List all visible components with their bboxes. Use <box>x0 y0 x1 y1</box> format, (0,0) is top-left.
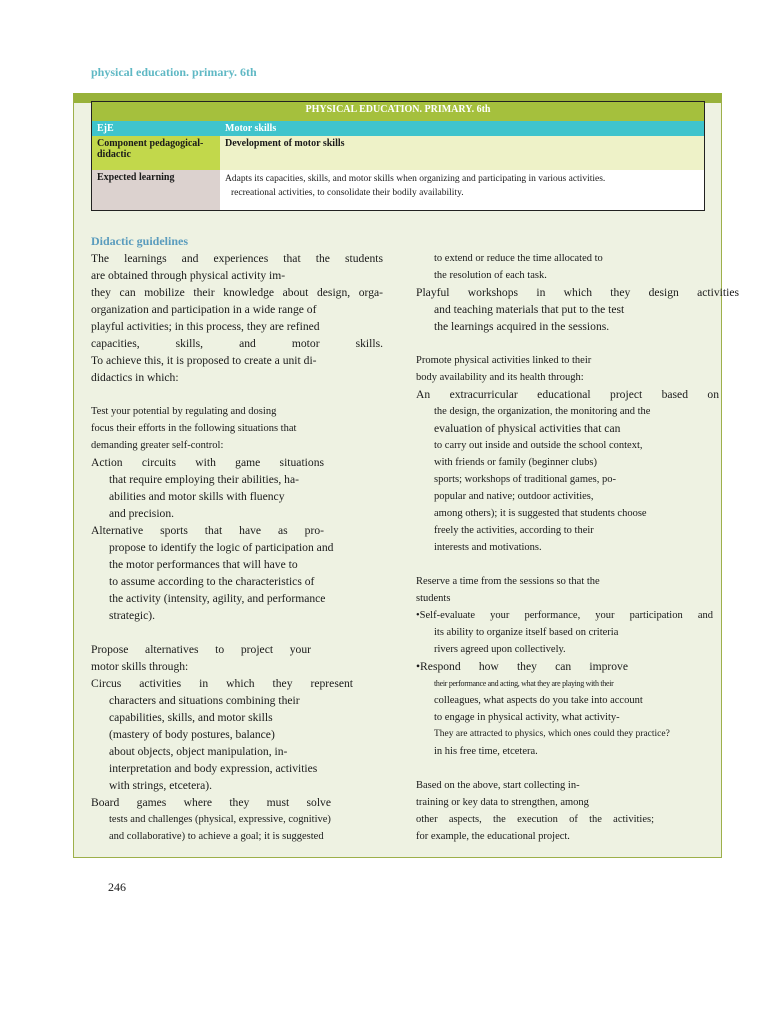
table-row-label: Component pedagogical-didactic <box>92 136 221 170</box>
text-line: interests and motivations. <box>434 542 542 553</box>
text-line: that require employing their abilities, ha- <box>109 473 299 486</box>
text-line: popular and native; outdoor activities, <box>434 491 594 502</box>
text-line: freely the activities, according to their <box>434 525 594 536</box>
text-line: Reserve a time from the sessions so that the <box>416 576 600 587</box>
text-line: sports; workshops of traditional games, po- <box>434 474 616 485</box>
text-line: training or key data to strengthen, among <box>416 797 589 808</box>
left-column <box>91 233 383 845</box>
text-line: body availability and its health through: <box>416 372 584 383</box>
page-number: 246 <box>108 880 126 894</box>
text-line: to extend or reduce the time allocated to <box>434 253 603 264</box>
section-title: Didactic guidelines <box>91 234 189 248</box>
text-line: the motor performances that will have to <box>109 558 298 571</box>
table-row-label: EjE <box>92 121 221 136</box>
text-line: tests and challenges (physical, expressive, cognitive) <box>109 814 331 825</box>
text-line: in his free time, etcetera. <box>434 746 538 757</box>
text-line: focus their efforts in the following situations that <box>91 423 297 434</box>
text-line: capabilities, skills, and motor skills <box>109 711 273 724</box>
text-line: They are attracted to physics, which ones could they practice? <box>434 729 670 739</box>
text-line: didactics in which: <box>91 371 179 384</box>
text-line: •Self-evaluate your performance, your participation and <box>416 610 713 621</box>
text-line: (mastery of body postures, balance) <box>109 728 275 741</box>
text-line: To achieve this, it is proposed to create a unit di- <box>91 354 317 367</box>
text-line: Board games where they must solve <box>91 796 331 809</box>
text-line: their performance and acting, what they are playing with their <box>434 679 614 688</box>
text-line: the learnings acquired in the sessions. <box>434 320 610 333</box>
expected-learning-line: Adapts its capacities, skills, and motor skills when organizing and participating in various activities. <box>225 174 606 184</box>
text-line: and precision. <box>109 507 175 520</box>
text-line: capacities, skills, and motor skills. <box>91 337 383 350</box>
running-head: physical education. primary. 6th <box>91 65 257 79</box>
text-line: the resolution of each task. <box>434 270 547 281</box>
table-row-label: Expected learning <box>92 170 221 210</box>
text-line: are obtained through physical activity im- <box>91 269 286 282</box>
text-line: Propose alternatives to project your <box>91 643 311 656</box>
table-row-value: Development of motor skills <box>220 136 705 170</box>
text-line: Test your potential by regulating and dosing <box>91 406 277 417</box>
text-line: the design, the organization, the monitoring and the <box>434 406 651 417</box>
text-line: its ability to organize itself based on criteria <box>434 627 619 638</box>
text-line: they can mobilize their knowledge about design, orga- <box>91 286 383 299</box>
text-line: rivers agreed upon collectively. <box>434 644 566 655</box>
text-line: Alternative sports that have as pro- <box>91 524 324 537</box>
text-line: other aspects, the execution of the activities; <box>416 814 654 825</box>
text-line: Circus activities in which they represent <box>91 677 353 690</box>
text-line: the activity (intensity, agility, and performance <box>109 592 326 605</box>
text-line: evaluation of physical activities that can <box>434 422 621 435</box>
text-line: Based on the above, start collecting in- <box>416 780 580 791</box>
text-line: students <box>416 593 451 604</box>
text-line: about objects, object manipulation, in- <box>109 745 288 758</box>
text-line: interpretation and body expression, activities <box>109 762 318 775</box>
table-row-value <box>220 170 705 210</box>
text-line: for example, the educational project. <box>416 831 570 842</box>
text-line: organization and participation in a wide range of <box>91 303 317 316</box>
text-line: and collaborative) to achieve a goal; it is suggested <box>109 831 324 842</box>
text-line: with strings, etcetera). <box>109 779 213 792</box>
text-line: strategic). <box>109 609 156 622</box>
text-line: The learnings and experiences that the students <box>91 252 383 265</box>
right-column <box>416 250 739 845</box>
text-line: Playful workshops in which they design activities <box>416 286 739 299</box>
table-row-value: Motor skills <box>220 121 705 136</box>
text-line: Action circuits with game situations <box>91 456 324 469</box>
curriculum-table <box>91 101 705 211</box>
text-line: with friends or family (beginner clubs) <box>434 457 597 468</box>
expected-learning-line: recreational activities, to consolidate their bodily availability. <box>231 188 464 198</box>
text-line: colleagues, what aspects do you take into account <box>434 695 643 706</box>
text-line: An extracurricular educational project based on <box>416 388 719 401</box>
table-header: PHYSICAL EDUCATION. PRIMARY. 6th <box>92 102 705 122</box>
text-line: Promote physical activities linked to their <box>416 355 592 366</box>
text-line: playful activities; in this process, they are refined <box>91 320 320 333</box>
text-line: demanding greater self-control: <box>91 440 224 451</box>
text-line: motor skills through: <box>91 660 189 673</box>
text-line: among others); it is suggested that students choose <box>434 508 647 519</box>
text-line: to assume according to the characteristics of <box>109 575 315 588</box>
text-line: to carry out inside and outside the school context, <box>434 440 643 451</box>
text-line: abilities and motor skills with fluency <box>109 490 285 503</box>
text-line: propose to identify the logic of participation and <box>109 541 334 554</box>
text-line: •Respond how they can improve <box>416 660 628 673</box>
text-line: characters and situations combining their <box>109 694 300 707</box>
text-line: to engage in physical activity, what activity- <box>434 712 620 723</box>
text-line: and teaching materials that put to the test <box>434 303 625 316</box>
